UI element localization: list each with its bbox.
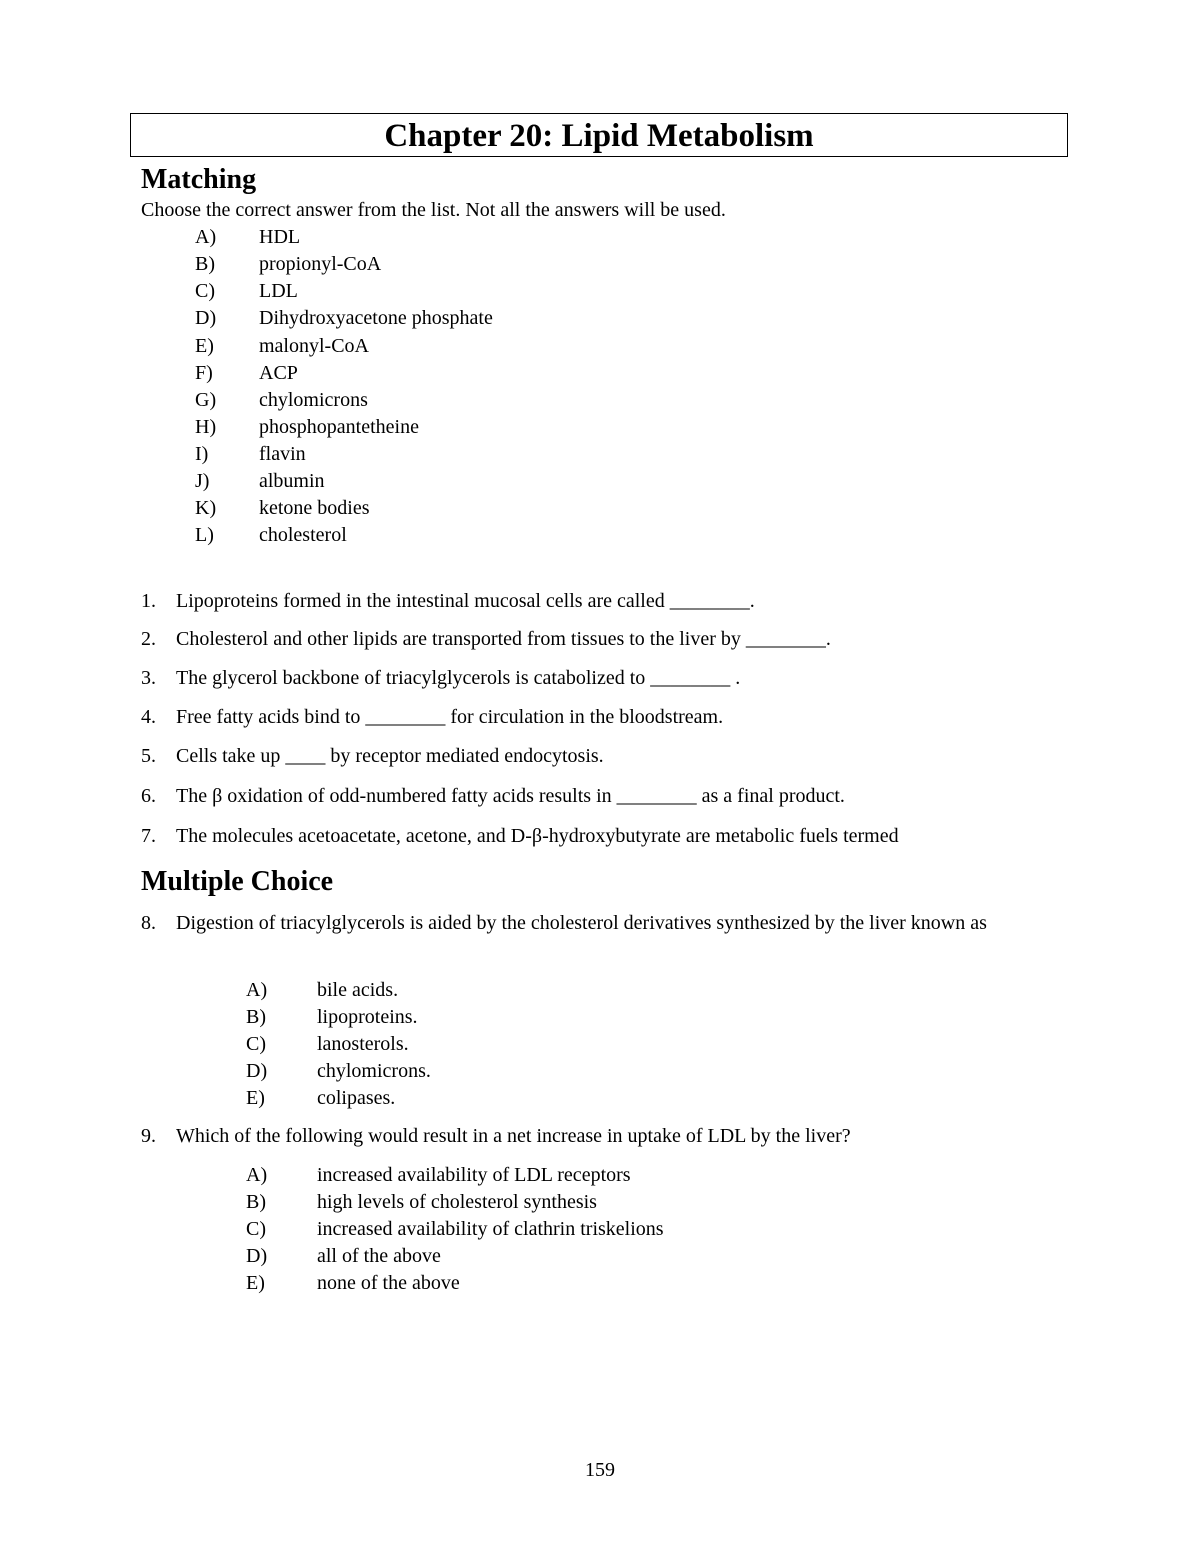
question-number: 5.	[141, 745, 156, 767]
option-letter: L)	[195, 524, 214, 546]
question-number: 8.	[141, 912, 156, 934]
matching-question	[141, 742, 1051, 770]
mc-question	[141, 909, 1051, 937]
page-number: 159	[585, 1459, 615, 1481]
option-text: flavin	[259, 443, 306, 465]
option-text: ACP	[259, 362, 298, 384]
question-text: Cells take up ____ by receptor mediated endocytosis.	[176, 745, 604, 767]
question-number: 2.	[141, 628, 156, 650]
option-letter: A)	[246, 979, 268, 1001]
option-letter: B)	[246, 1191, 266, 1213]
option-text: all of the above	[317, 1245, 441, 1267]
option-letter: C)	[246, 1218, 266, 1240]
option-text: none of the above	[317, 1272, 460, 1294]
question-text: The molecules acetoacetate, acetone, and D-β-hydroxybutyrate are metabolic fuels termed	[176, 825, 899, 847]
question-number: 3.	[141, 667, 156, 689]
mc-question	[141, 1122, 1051, 1150]
question-text: Lipoproteins formed in the intestinal mucosal cells are called ________.	[176, 590, 755, 612]
option-letter: C)	[246, 1033, 266, 1055]
question-number: 4.	[141, 706, 156, 728]
option-text: Dihydroxyacetone phosphate	[259, 307, 493, 329]
option-text: lanosterols.	[317, 1033, 409, 1055]
matching-instructions: Choose the correct answer from the list. Not all the answers will be used.	[141, 199, 726, 221]
option-letter: F)	[195, 362, 213, 384]
matching-question	[141, 822, 1051, 850]
option-letter: J)	[195, 470, 210, 492]
chapter-title: Chapter 20: Lipid Metabolism	[384, 118, 814, 154]
option-text: chylomicrons	[259, 389, 368, 411]
option-text: propionyl-CoA	[259, 253, 382, 275]
option-text: cholesterol	[259, 524, 347, 546]
question-text: Which of the following would result in a net increase in uptake of LDL by the liver?	[176, 1125, 851, 1147]
option-letter: E)	[195, 335, 214, 357]
option-text: HDL	[259, 226, 301, 248]
option-text: increased availability of clathrin triskelions	[317, 1218, 664, 1240]
option-letter: B)	[195, 253, 215, 275]
option-letter: E)	[246, 1272, 265, 1294]
question-text: Digestion of triacylglycerols is aided by the cholesterol derivatives synthesized by the liver known as	[176, 912, 987, 934]
option-letter: H)	[195, 416, 217, 438]
chapter-title-box	[130, 113, 1068, 157]
matching-heading: Matching	[141, 164, 257, 195]
matching-question	[141, 782, 1051, 810]
matching-question	[141, 664, 1051, 692]
matching-question	[141, 587, 1051, 615]
option-letter: C)	[195, 280, 215, 302]
option-text: ketone bodies	[259, 497, 370, 519]
question-text: The glycerol backbone of triacylglycerols is catabolized to ________ .	[176, 667, 741, 689]
option-letter: A)	[195, 226, 217, 248]
option-letter: D)	[195, 307, 217, 329]
question-number: 1.	[141, 590, 156, 612]
option-letter: B)	[246, 1006, 266, 1028]
option-text: increased availability of LDL receptors	[317, 1164, 631, 1186]
option-text: chylomicrons.	[317, 1060, 431, 1082]
question-text: The β oxidation of odd-numbered fatty acids results in ________ as a final product.	[176, 785, 845, 807]
option-letter: D)	[246, 1245, 268, 1267]
option-letter: I)	[195, 443, 209, 465]
matching-question	[141, 703, 1051, 731]
option-letter: A)	[246, 1164, 268, 1186]
multiple-choice-heading: Multiple Choice	[141, 866, 334, 897]
option-text: malonyl-CoA	[259, 335, 369, 357]
option-letter: G)	[195, 389, 217, 411]
question-text: Free fatty acids bind to ________ for circulation in the bloodstream.	[176, 706, 724, 728]
option-text: colipases.	[317, 1087, 396, 1109]
question-number: 9.	[141, 1125, 156, 1147]
option-letter: D)	[246, 1060, 268, 1082]
option-letter: K)	[195, 497, 217, 519]
matching-question	[141, 625, 1051, 653]
option-text: lipoproteins.	[317, 1006, 418, 1028]
option-text: albumin	[259, 470, 325, 492]
question-text: Cholesterol and other lipids are transported from tissues to the liver by ________.	[176, 628, 831, 650]
option-text: LDL	[259, 280, 298, 302]
question-number: 7.	[141, 825, 156, 847]
option-text: bile acids.	[317, 979, 399, 1001]
option-text: high levels of cholesterol synthesis	[317, 1191, 597, 1213]
option-letter: E)	[246, 1087, 265, 1109]
option-text: phosphopantetheine	[259, 416, 419, 438]
question-number: 6.	[141, 785, 156, 807]
